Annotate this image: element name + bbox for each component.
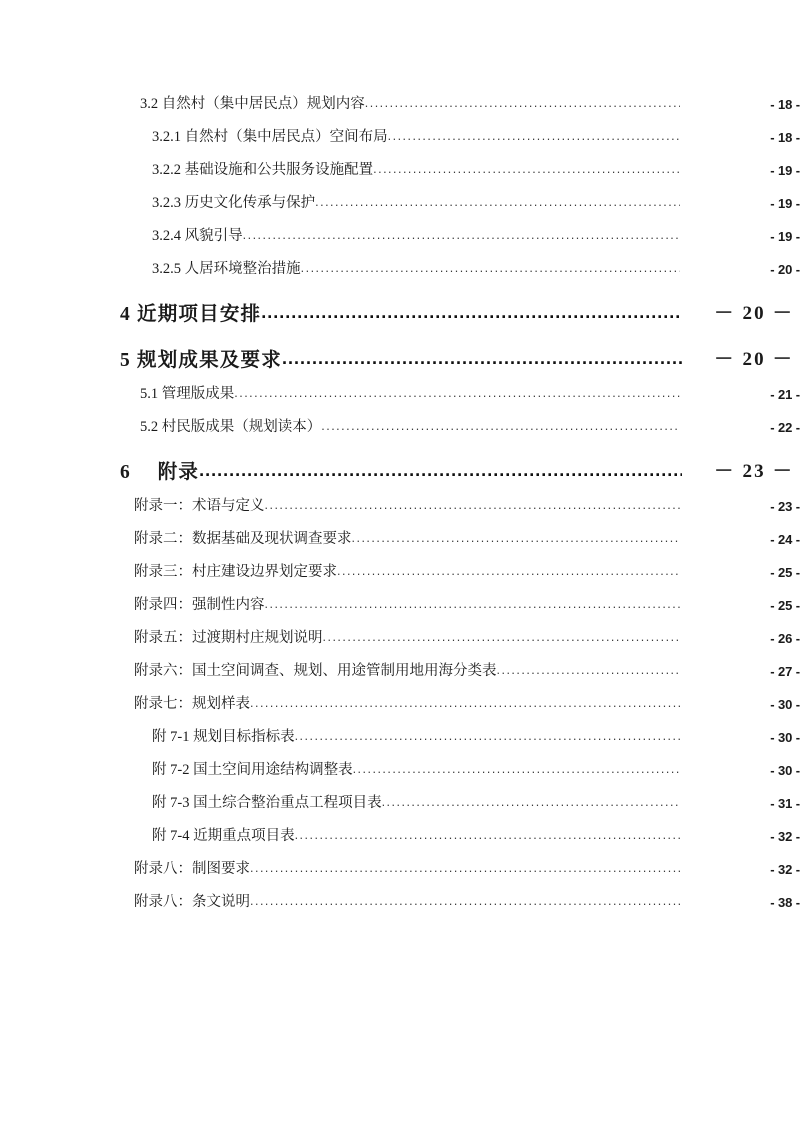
toc-dot-leader	[352, 522, 681, 555]
toc-entry-page-number: - 22 -	[770, 420, 800, 435]
toc-entry[interactable]	[0, 220, 800, 253]
toc-dot-leader	[295, 720, 680, 753]
toc-entry-title: 5.1 管理版成果	[140, 386, 235, 402]
toc-entry-page-number: - 18 -	[770, 130, 800, 145]
toc-entry-page-number: - 26 -	[770, 631, 800, 646]
toc-dot-leader	[337, 555, 680, 588]
toc-entry-title: 附录一：术语与定义	[134, 498, 265, 514]
toc-entry[interactable]	[0, 655, 800, 688]
toc-entry[interactable]	[0, 187, 800, 220]
toc-entry-title: 5.2 村民版成果（规划读本）	[140, 419, 322, 435]
toc-entry[interactable]	[0, 787, 800, 820]
toc-dot-leader	[365, 87, 680, 120]
toc-dot-leader	[353, 753, 680, 786]
toc-entry-title: 6 附录	[120, 462, 200, 483]
toc-dot-leader	[261, 295, 682, 329]
toc-entry-page-number: - 23 -	[770, 499, 800, 514]
toc-entry-page-number: - 31 -	[770, 796, 800, 811]
toc-entry-title: 附录八：制图要求	[134, 861, 250, 877]
toc-dot-leader	[321, 410, 680, 443]
toc-entry[interactable]	[0, 622, 800, 655]
toc-dot-leader	[265, 588, 681, 621]
toc-entry-title: 3.2 自然村（集中居民点）规划内容	[140, 96, 365, 112]
toc-entry-page-number: - 19 -	[770, 229, 800, 244]
toc-entry-title: 附录六：国土空间调查、规划、用途管制用地用海分类表	[134, 663, 497, 679]
toc-dot-leader	[295, 819, 680, 852]
toc-entry-page-number: - 19 -	[770, 196, 800, 211]
toc-entry[interactable]	[0, 455, 800, 490]
toc-dot-leader	[250, 687, 680, 720]
toc-dot-leader	[250, 852, 680, 885]
toc-dot-leader	[382, 786, 680, 819]
toc-entry[interactable]	[0, 886, 800, 919]
toc-entry-page-number: - 20 -	[770, 262, 800, 277]
toc-dot-leader	[265, 489, 681, 522]
toc-entry-page-number: - 19 -	[770, 163, 800, 178]
toc-entry-title: 3.2.4 风貌引导	[152, 228, 243, 244]
toc-entry-page-number: - 25 -	[770, 565, 800, 580]
toc-dot-leader	[301, 252, 680, 285]
toc-entry-page-number: - 30 -	[770, 730, 800, 745]
toc-entry-title: 3.2.5 人居环境整治措施	[152, 261, 301, 277]
toc-dot-leader	[282, 341, 682, 375]
toc-entry-title: 3.2.1 自然村（集中居民点）空间布局	[152, 129, 388, 145]
toc-entry-title: 5 规划成果及要求	[120, 350, 282, 371]
toc-entry-page-number: - 32 -	[770, 829, 800, 844]
toc-entry[interactable]	[0, 523, 800, 556]
toc-entry-title: 3.2.3 历史文化传承与保护	[152, 195, 316, 211]
toc-entry-page-number: - 30 -	[770, 763, 800, 778]
toc-entry-title: 附录五：过渡期村庄规划说明	[134, 630, 323, 646]
toc-entry-page-number: - 21 -	[770, 387, 800, 402]
toc-dot-leader	[373, 153, 680, 186]
toc-dot-leader	[199, 453, 682, 487]
toc-entry[interactable]	[0, 253, 800, 286]
toc-entry-page-number: － 23 －	[714, 461, 794, 482]
toc-entry[interactable]	[0, 754, 800, 787]
toc-entry-page-number: - 24 -	[770, 532, 800, 547]
toc-entry[interactable]	[0, 88, 800, 121]
toc-dot-leader	[234, 377, 680, 410]
toc-entry[interactable]	[0, 820, 800, 853]
toc-entry-page-number: - 25 -	[770, 598, 800, 613]
toc-entry-title: 附 7-1 规划目标指标表	[152, 729, 295, 745]
toc-entry-title: 附录二：数据基础及现状调查要求	[134, 531, 352, 547]
toc-entry[interactable]	[0, 490, 800, 523]
toc-dot-leader	[388, 120, 680, 153]
toc-entry[interactable]	[0, 378, 800, 411]
toc-entry-page-number: － 20 －	[714, 349, 794, 370]
toc-entry[interactable]	[0, 343, 800, 378]
toc-dot-leader	[250, 885, 680, 918]
toc-entry-page-number: － 20 －	[714, 303, 794, 324]
toc-entry[interactable]	[0, 589, 800, 622]
toc-entry-title: 附录八：条文说明	[134, 894, 250, 910]
toc-entry[interactable]	[0, 688, 800, 721]
toc-dot-leader	[243, 219, 680, 252]
toc-entry[interactable]	[0, 121, 800, 154]
toc-entry-title: 附录七：规划样表	[134, 696, 250, 712]
toc-entry[interactable]	[0, 721, 800, 754]
toc-entry-title: 4 近期项目安排	[120, 304, 262, 325]
toc-entry-title: 附 7-3 国土综合整治重点工程项目表	[152, 795, 382, 811]
toc-entry-page-number: - 27 -	[770, 664, 800, 679]
toc-entry-page-number: - 18 -	[770, 97, 800, 112]
toc-entry-title: 附录三：村庄建设边界划定要求	[134, 564, 337, 580]
toc-entry-page-number: - 30 -	[770, 697, 800, 712]
toc-dot-leader	[315, 186, 680, 219]
toc-entry-title: 3.2.2 基础设施和公共服务设施配置	[152, 162, 374, 178]
toc-entry[interactable]	[0, 297, 800, 332]
toc-entry-page-number: - 38 -	[770, 895, 800, 910]
toc-entry-title: 附 7-4 近期重点项目表	[152, 828, 295, 844]
toc-entry-title: 附录四：强制性内容	[134, 597, 265, 613]
toc-dot-leader	[323, 621, 681, 654]
toc-dot-leader	[497, 654, 681, 687]
toc-entry[interactable]	[0, 411, 800, 444]
toc-entry[interactable]	[0, 556, 800, 589]
toc-entry-title: 附 7-2 国土空间用途结构调整表	[152, 762, 353, 778]
toc-entry-page-number: - 32 -	[770, 862, 800, 877]
toc-entry[interactable]	[0, 154, 800, 187]
toc-entry[interactable]	[0, 853, 800, 886]
